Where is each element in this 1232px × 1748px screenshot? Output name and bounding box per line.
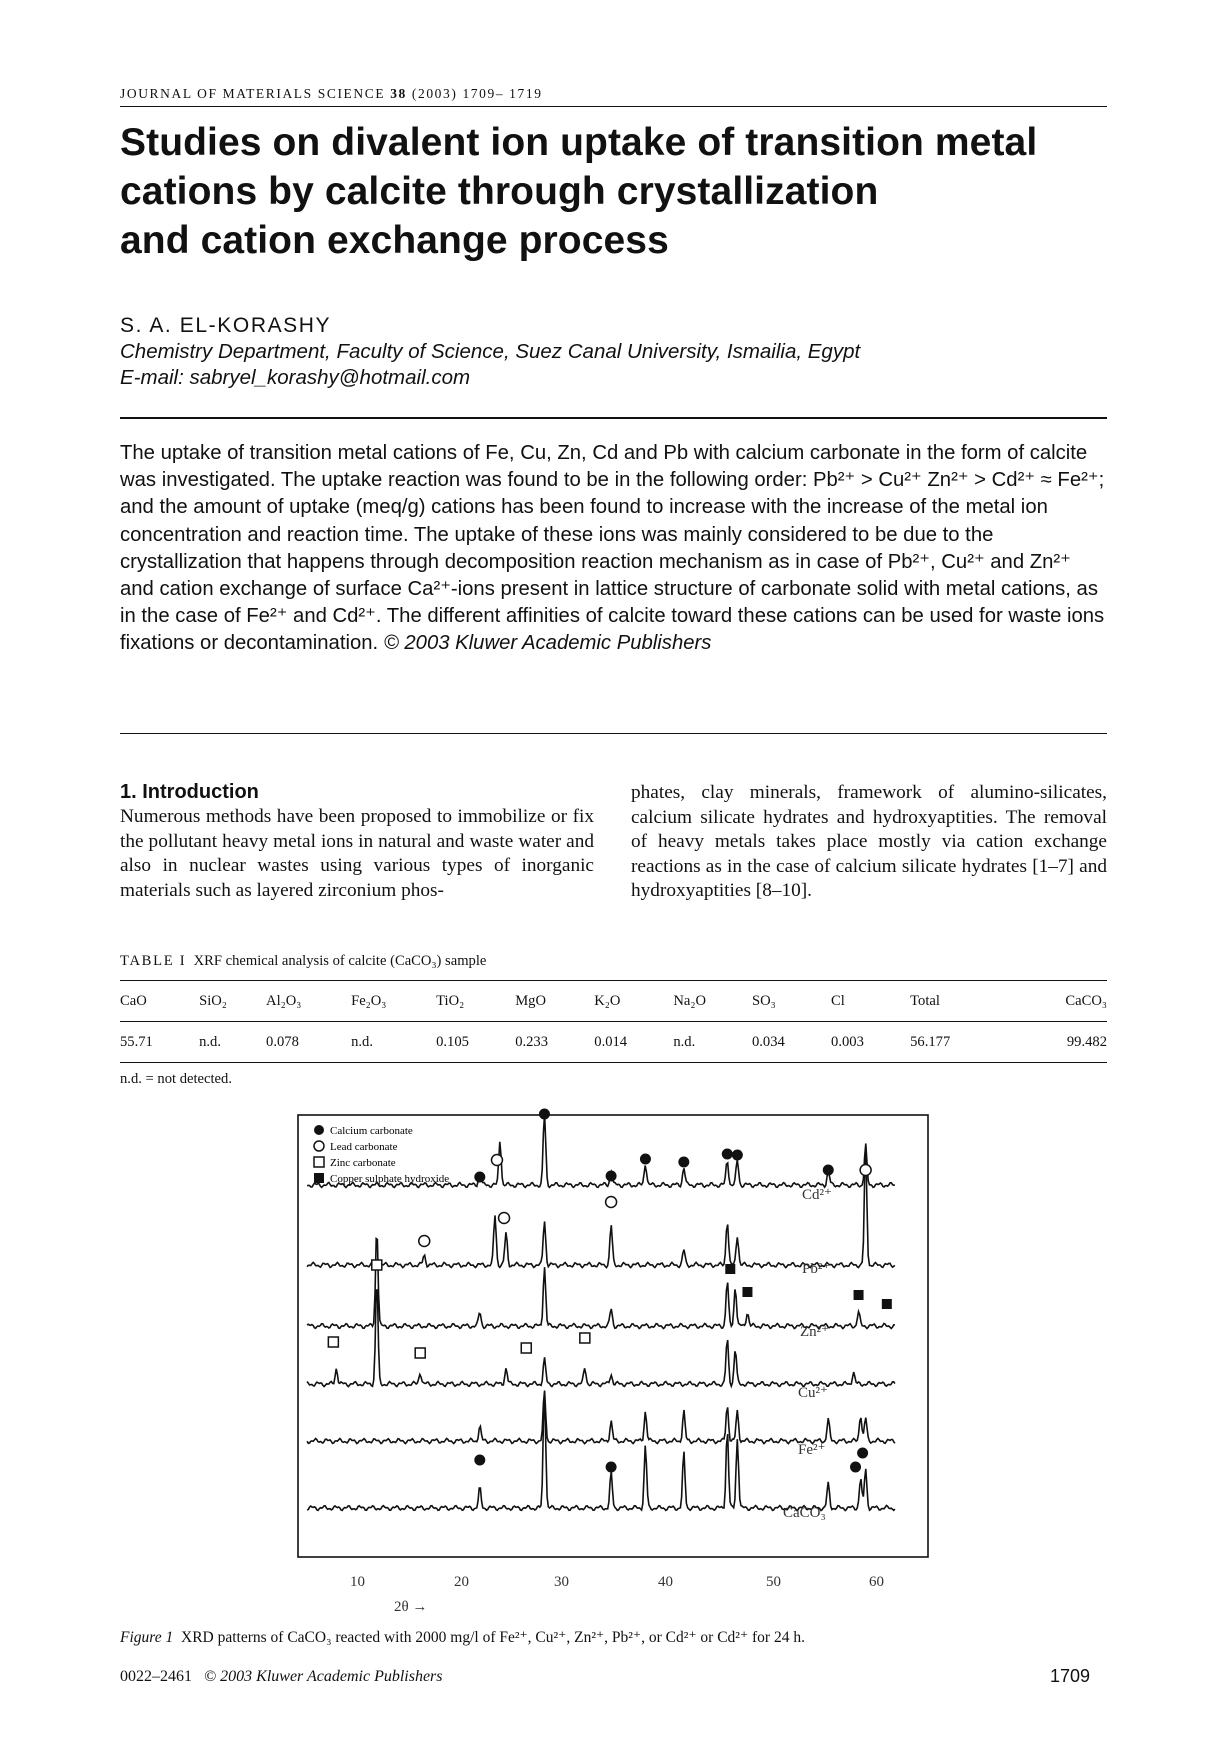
curve-labels [783,1187,832,1521]
table-header-cell: MgO [515,992,546,1009]
abstract-part-2: ; and the amount of uptake (meq/g) cations has been found to increase with the increase of the metal ion concentration and reaction time. The uptake of these ions was mainly considered to be due to the crystallization that happens through decomposition reaction mechanism as in case of Pb²⁺, Cu²⁺ and Zn²⁺ and cation exchange of surface Ca²⁺-ions present in lattice structure of carbonate solid with metal cations, as in the case of Fe²⁺ and Cd²⁺. The different affinities of calcite toward these cations can be used for waste ions fixations or decontamination. [120,469,1105,655]
section-heading: 1. Introduction [120,781,259,803]
legend-filled-circle-icon [314,1125,324,1135]
figure-caption [120,1628,805,1647]
copper-sulphate-marker [882,1299,892,1309]
journal-year-pages: (2003) 1709– 1719 [411,86,543,101]
title-line-2: cations by calcite through crystallization [120,170,879,213]
footer-left [120,1668,443,1686]
affiliation: Chemistry Department, Faculty of Science, Suez Canal University, Ismailia, Egypt [120,340,861,363]
table-cell: 55.71 [120,1033,153,1050]
intro-right-column: phates, clay minerals, framework of alumino-silicates, calcium silicate hydrates and hydroxyaptities. The removal of heavy metals takes place mostly via cation exchange reactions as in the case of calcium silicate hydrates [1–7] and hydroxyaptities [8–10]. [631,782,1107,902]
zinc-carbonate-marker [415,1348,425,1358]
curve-label-cu: Cu²⁺ [798,1385,828,1401]
lead-carbonate-marker [606,1197,617,1208]
peak-markers [328,1109,891,1473]
footer-copyright: © 2003 Kluwer Academic Publishers [204,1668,443,1685]
lead-carbonate-marker [419,1236,430,1247]
journal-header [120,86,543,102]
table-header-cell: Cl [831,992,845,1009]
author-name: S. A. EL-KORASHY [120,314,332,337]
calcium-carbonate-marker [823,1165,834,1176]
curve-label-zn: Zn²⁺ [800,1324,830,1340]
author-affiliation-block [120,339,860,391]
table-cell: 56.177 [910,1033,951,1050]
calcium-carbonate-marker [732,1150,743,1161]
journal-name: JOURNAL OF MATERIALS SCIENCE [120,86,386,101]
email: E-mail: sabryel_korashy@hotmail.com [120,366,471,389]
calcium-carbonate-marker [474,1455,485,1466]
page-number: 1709 [1050,1666,1091,1686]
legend-calcium-carbonate: Calcium carbonate [330,1125,413,1137]
x-tick-label: 50 [766,1574,781,1590]
figure-legend [314,1125,449,1185]
table-cell: 0.105 [436,1033,469,1050]
table-note: n.d. = not detected. [120,1071,232,1087]
legend-zinc-carbonate: Zinc carbonate [330,1157,396,1169]
table-caption [120,953,486,970]
calcium-carbonate-marker [678,1157,689,1168]
table-header-cell: SO₃ [751,992,776,1009]
calcium-carbonate-marker [850,1462,861,1473]
figure-caption-label: Figure 1 [120,1629,174,1646]
x-tick-label: 40 [658,1574,673,1590]
x-tick-label: 30 [554,1574,569,1590]
table-label: TABLE I [120,953,187,969]
abstract-copyright: © 2003 Kluwer Academic Publishers [383,632,712,655]
table-header-cell: TiO₂ [436,992,465,1009]
table-header-row [120,981,1107,1022]
header-rule [120,106,1107,107]
calcium-carbonate-marker [722,1149,733,1160]
xrf-table [120,980,1107,1063]
lead-carbonate-marker [499,1213,510,1224]
copper-sulphate-marker [742,1287,752,1297]
table-header-cell: SiO₂ [199,992,227,1009]
table-header-cell: K₂O [594,992,621,1009]
xrd-figure [290,1108,950,1623]
journal-volume: 38 [390,86,407,101]
abstract-top-rule [120,417,1107,419]
calcium-carbonate-marker [539,1109,550,1120]
legend-lead-carbonate: Lead carbonate [330,1141,398,1153]
table-header-cell: CaCO₃ [1065,992,1107,1009]
lead-carbonate-marker [860,1165,871,1176]
zinc-carbonate-marker [521,1343,531,1353]
lead-carbonate-marker [491,1155,502,1166]
table-cell: 0.233 [515,1033,549,1050]
copper-sulphate-marker [725,1264,735,1274]
legend-open-square-icon [314,1157,324,1167]
x-tick-label: 10 [350,1574,365,1590]
x-tick-label: 60 [869,1574,884,1590]
legend-filled-square-icon [314,1173,324,1183]
title-line-1: Studies on divalent ion uptake of transition metal [120,121,1038,164]
curve-label-caco3: CaCO₃ [783,1505,826,1521]
table-cell: 0.078 [266,1033,299,1050]
x-tick-label: 20 [454,1574,469,1590]
abstract [120,440,1110,658]
abstract-bottom-rule [120,733,1107,734]
figure-caption-text: XRD patterns of CaCO₃ reacted with 2000 mg/l of Fe²⁺, Cu²⁺, Zn²⁺, Pb²⁺, or Cd²⁺ or Cd²⁺ for 24 h. [181,1629,805,1646]
x-axis-label: 2θ → [394,1599,428,1615]
zinc-carbonate-marker [328,1337,338,1347]
calcium-carbonate-marker [857,1448,868,1459]
copper-sulphate-marker [854,1290,864,1300]
calcium-carbonate-marker [474,1172,485,1183]
table-header-cell: Al₂O₃ [266,992,302,1009]
curve-label-fe: Fe²⁺ [798,1442,826,1458]
table-cell: 0.034 [751,1033,785,1050]
calcium-carbonate-marker [606,1171,617,1182]
table-header-cell: Na₂O [673,992,706,1009]
table-header-cell: Fe₂O₃ [351,992,387,1009]
table-cell: n.d. [199,1033,221,1050]
abstract-part-1: The uptake of transition metal cations of Fe, Cu, Zn, Cd and Pb with calcium carbonate in the form of calcite was investigated. The uptake reaction was found to be in the following order: [120,442,1088,492]
curve-label-cd: Cd²⁺ [802,1187,832,1203]
x-tick-labels [350,1574,884,1615]
title-line-3: and cation exchange process [120,219,669,262]
table-header-cell: CaO [120,992,147,1009]
table-cell: n.d. [351,1033,373,1050]
table-caption-text: XRF chemical analysis of calcite (CaCO₃) sample [193,953,487,969]
zinc-carbonate-marker [372,1260,382,1270]
table-cell: n.d. [673,1033,696,1050]
calcium-carbonate-marker [606,1462,617,1473]
abstract-order: Pb²⁺ > Cu²⁺ Zn²⁺ > Cd²⁺ ≈ Fe²⁺ [813,469,1099,492]
zinc-carbonate-marker [580,1333,590,1343]
curve-label-pb: Pb²⁺ [802,1261,831,1277]
xrd-trace [307,1239,895,1329]
paper-title [120,118,1110,265]
table-cell: 0.014 [594,1033,628,1050]
table-cell: 0.003 [831,1033,864,1050]
table-cell: 99.482 [1066,1033,1107,1050]
table-header-cell: Total [910,992,940,1009]
table-row [120,1022,1107,1063]
intro-left-column: Numerous methods have been proposed to immobilize or fix the pollutant heavy metal ions in natural and waste water and also in nuclear wastes using various types of inorganic materials such as layered zirconium phos- [120,806,594,901]
legend-open-circle-icon [314,1141,324,1151]
legend-copper-sulphate-hydroxide: Copper sulphate hydroxide [330,1173,450,1185]
footer-issn: 0022–2461 [120,1668,192,1685]
calcium-carbonate-marker [640,1154,651,1165]
